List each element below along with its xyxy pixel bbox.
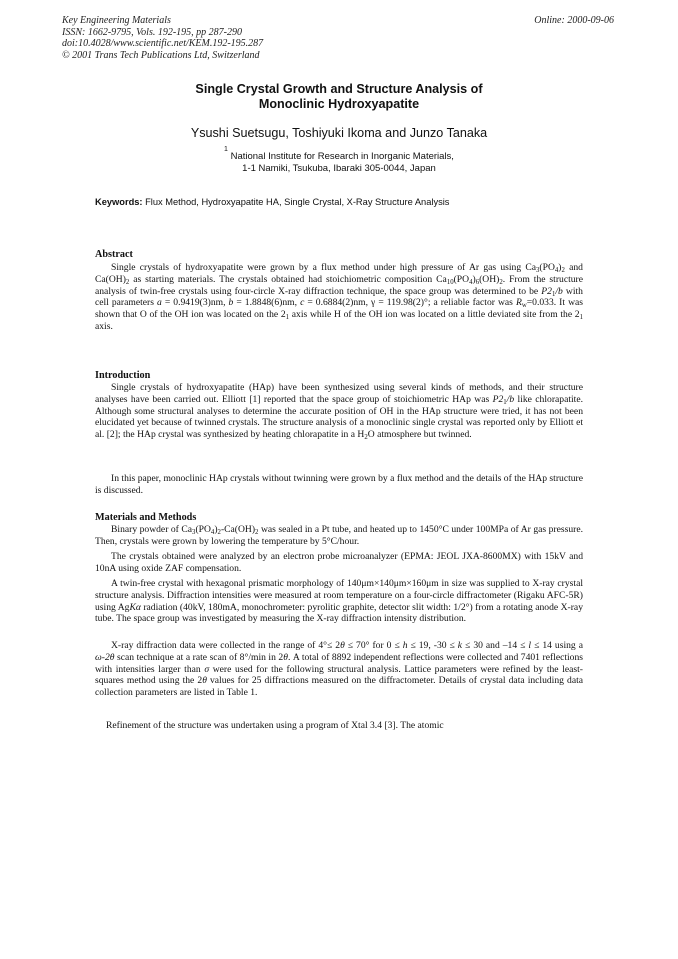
methods-paragraph-4: X-ray diffraction data were collected in the range of 4°≤ 2θ ≤ 70° for 0 ≤ h ≤ 19, -30 ≤ k ≤ 30 and –14 ≤ l ≤ 14 using a ω-2θ scan technique at a rate scan of 8°/min in 2θ. A total of 8892 independent reflections were collected and 7401 reflections with intensities larger than σ were used for the following structural analysis. Lattice parameters were refined by the least-squares method using the 2θ values for 25 diffractions measured on the diffractometer. Details of crystal data including data collection parameters are listed in Table 1. [95, 640, 584, 699]
doi-line: doi:10.4028/www.scientific.net/KEM.192-195.287 [62, 38, 264, 49]
methods-paragraph-1: Binary powder of $Ca_3(PO_4)_2-Ca(OH)_2$ was sealed in a Pt tube, and heated up to 1450°C under 100MPa of Ar gas pressure. Then, crystals were grown by lowering the temperature by 5°C/hour. [95, 524, 583, 547]
keywords [95, 196, 615, 208]
affiliation-line-1: National Institute for Research in Inorganic Materials, [230, 151, 454, 162]
keywords-label: Keywords: [95, 197, 143, 207]
title-line-2: Monoclinic Hydroxyapatite [258, 97, 420, 111]
title-line-1: Single Crystal Growth and Structure Analysis of [195, 82, 483, 96]
affiliation [60, 146, 618, 175]
affiliation-mark: 1 [224, 146, 228, 153]
issn-line: ISSN: 1662-9795, Vols. 192-195, pp 287-290 [62, 26, 242, 38]
copyright-line: © 2001 Trans Tech Publications Ltd, Switzerland [62, 49, 260, 61]
introduction-heading: Introduction [95, 370, 151, 381]
abstract-text: Single crystals of hydroxyapatite were grown by a flux method under high pressure of Ar gas using $Ca_3(PO_4)_2$ and $Ca(OH)_2$ as starting materials. The crystals obtained had stoichiometric composition $Ca_{10}(PO_4)_6(OH)_2$. From the structure analysis of twin-free crystals using four-circle X-ray diffraction technique, the space group was determined to be $P2_1/b$ with cell parameters a = 0.9419(3)nm, b = 1.8848(6)nm, c = 0.6884(2)nm, γ = 119.98(2)°; a reliable factor was $R_w=0.033$. It was shown that O of the OH ion was located on the $2_1$ axis while H of the OH ion was located on a little deviated site from the $2_1$ axis. [95, 262, 584, 332]
affiliation-line-2: 1-1 Namiki, Tsukuba, Ibaraki 305-0044, Japan [242, 163, 436, 174]
keywords-text: Flux Method, Hydroxyapatite HA, Single Crystal, X-Ray Structure Analysis [145, 197, 450, 207]
methods-paragraph-3: A twin-free crystal with hexagonal prismatic morphology of 140μm×140μm×160μm in size was supplied to X-ray crystal structure analysis. Diffraction intensities were measured at room temperature on a four-circle diffractometer (Rigaku AFC-5R) using AgKα radiation (40kV, 180mA, monochrometer: pyrolitic graphite, detector slit width: 1/2°) from a rotating anode X-ray tube. The space group was investigated by measuring the X-ray diffraction intensity distribution. [95, 578, 583, 625]
author-list: Ysushi Suetsugu, Toshiyuki Ikoma and Junzo Tanaka [190, 126, 488, 140]
introduction-paragraph-2: In this paper, monoclinic HAp crystals without twinning were grown by a flux method and the details of the HAp structure is discussed. [95, 473, 583, 496]
introduction-paragraph-1: Single crystals of hydroxyapatite (HAp) have been synthesized using several kinds of methods, and their structure analyses have been carried out. Elliott [1] reported that the space group of stoichiometric HAp was $P2_1/b$ like chlorapatite. Although some structural analyses to determine the accurate position of OH in the HAp structure were tried, it has not been elucidated yet because of twinned crystals. The structure analysis of a monoclinic single crystal was reported only by Elliott et al. [2]; the HAp crystal was synthesized by heating chlorapatite in a $H_2O$ atmosphere but twinned. [95, 382, 583, 442]
methods-paragraph-2: The crystals obtained were analyzed by an electron probe microanalyzer (EPMA: JEOL JXA-8600MX) with 15kV and 10nA using oxide ZAF compensation. [95, 551, 583, 574]
methods-paragraph-5: Refinement of the structure was undertaken using a program of Xtal 3.4 [3]. The atomic [106, 720, 444, 731]
paper-title [60, 82, 618, 112]
journal-header [62, 15, 263, 61]
methods-heading: Materials and Methods [95, 512, 197, 523]
abstract-heading: Abstract [95, 249, 133, 260]
journal-name: Key Engineering Materials [62, 15, 171, 26]
online-date: Online: 2000-09-06 [534, 15, 614, 26]
